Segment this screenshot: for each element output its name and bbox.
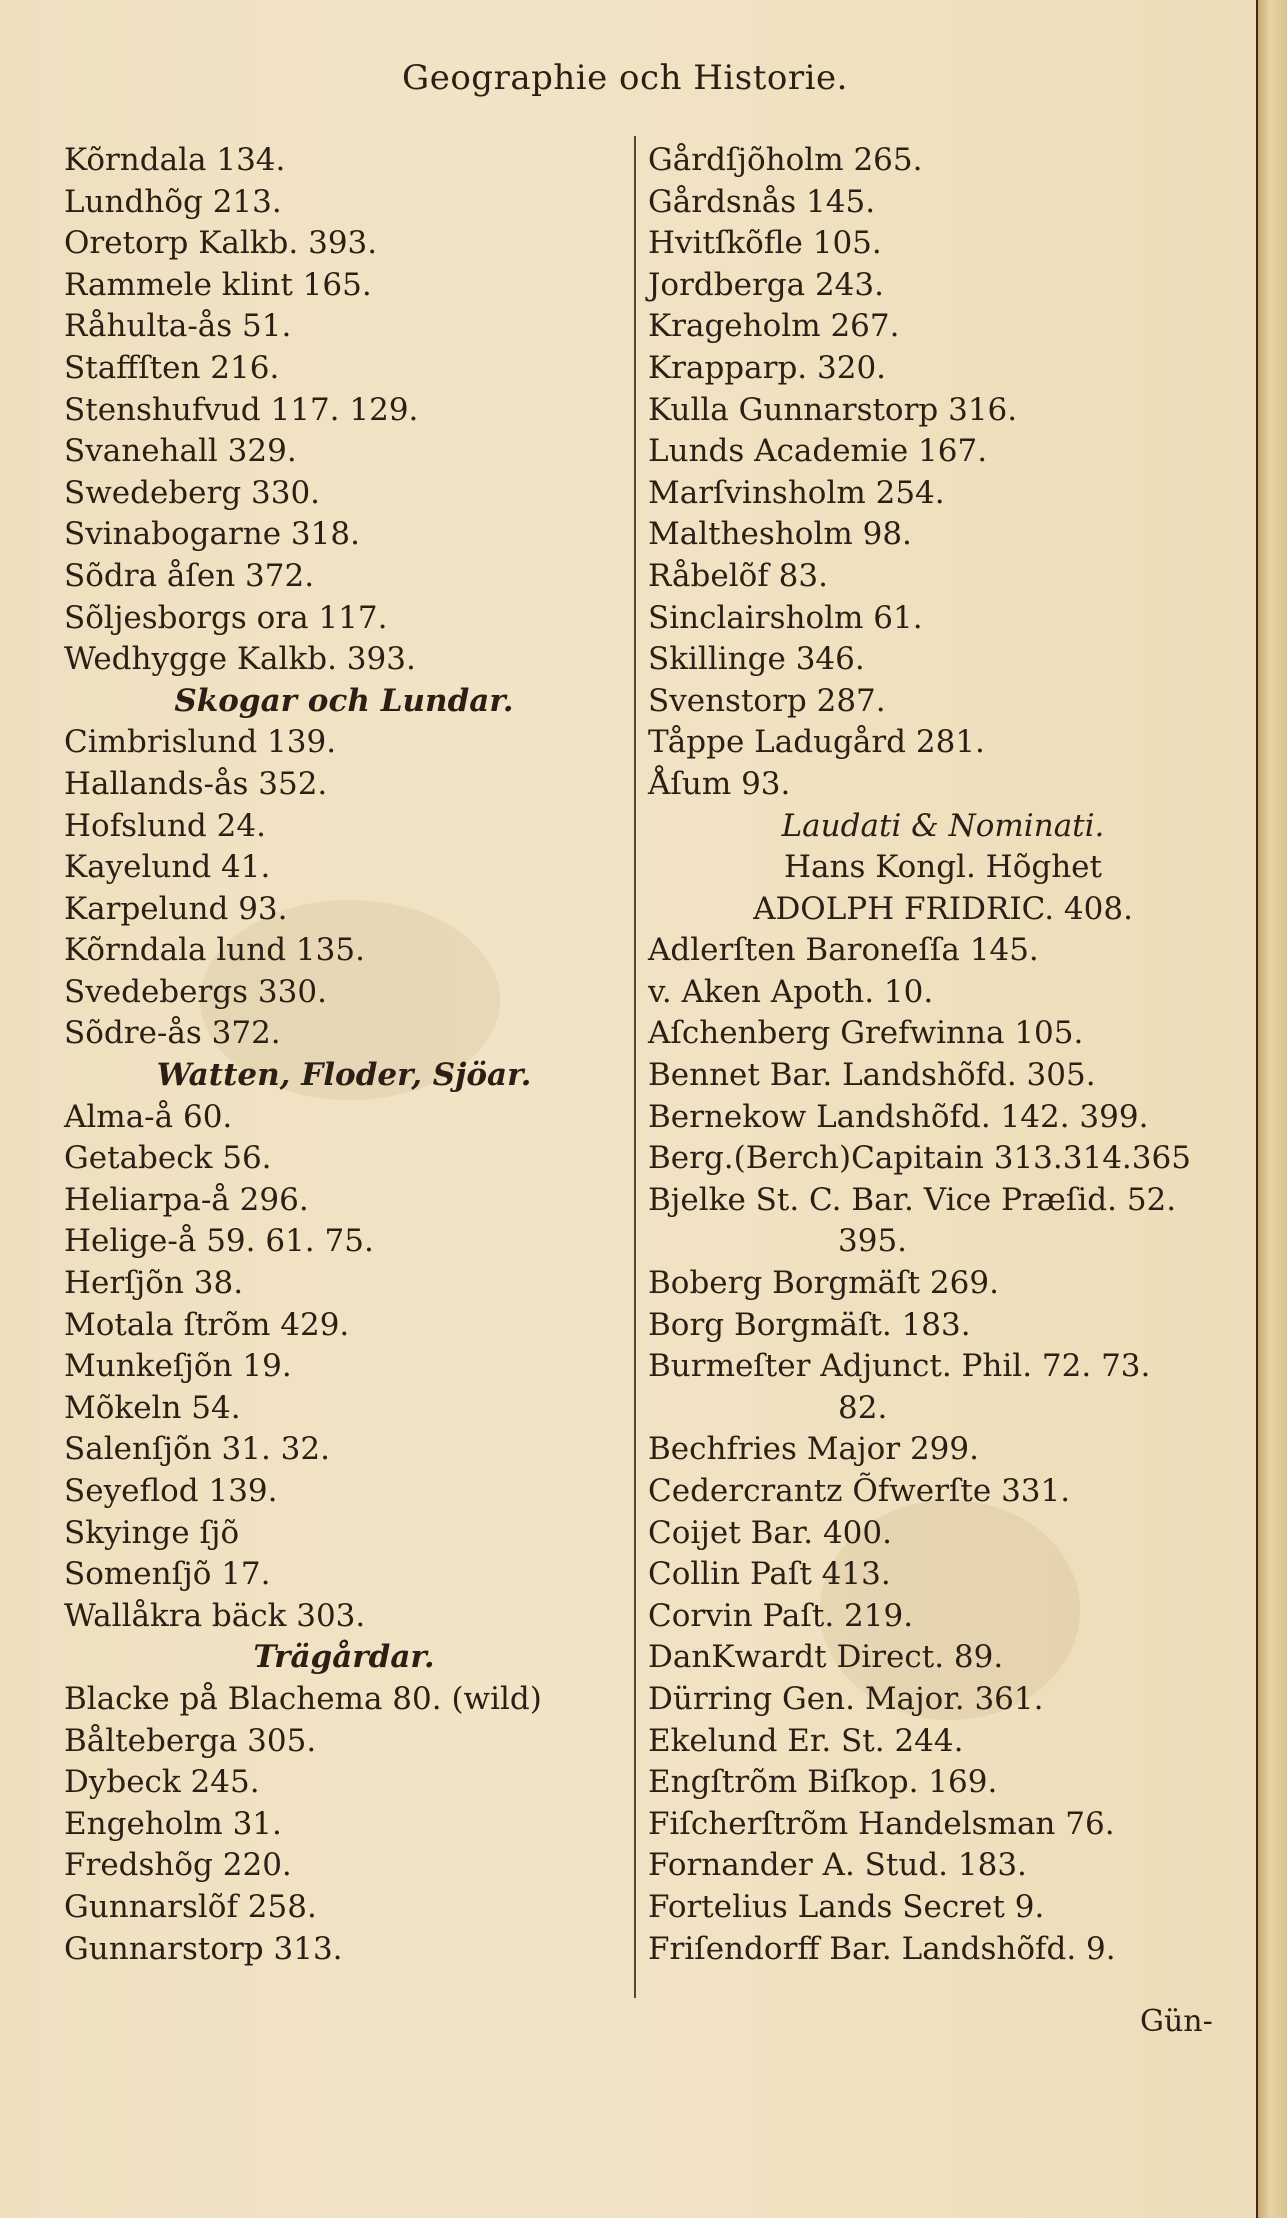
index-entry: Gunnarstorp 313. <box>64 1930 343 1967</box>
index-entry: Adlerſten Baroneſſa 145. <box>648 932 1039 969</box>
page-title: Geographie och Historie. <box>402 58 848 98</box>
index-entry: Rammele klint 165. <box>64 266 372 303</box>
index-entry: Råhulta-ås 51. <box>64 308 292 345</box>
index-entry: Krapparp. 320. <box>648 349 887 386</box>
index-entry: Hofslund 24. <box>64 807 266 844</box>
index-entry: Bålteberga 305. <box>64 1722 317 1759</box>
index-entry: Bernekow Landshõfd. 142. 399. <box>648 1098 1149 1135</box>
catchword: Gün- <box>1140 2004 1213 2039</box>
index-entry: Lundhõg 213. <box>64 183 282 220</box>
index-entry: Staffſten 216. <box>64 349 280 386</box>
index-entry: Sõljesborgs ora 117. <box>64 599 388 636</box>
index-entry: Gunnarslõf 258. <box>64 1888 317 1925</box>
index-entry: Fiſcherſtrõm Handelsman 76. <box>648 1805 1115 1842</box>
index-entry: Dürring Gen. Major. 361. <box>648 1680 1044 1717</box>
index-entry: Gårdsnås 145. <box>648 183 876 220</box>
index-entry: Getabeck 56. <box>64 1140 272 1177</box>
index-entry: Gårdſjõholm 265. <box>648 142 923 178</box>
index-entry: Marſvinsholm 254. <box>648 474 945 511</box>
index-entry: Aſchenberg Grefwinna 105. <box>648 1015 1084 1052</box>
index-entry: Mõkeln 54. <box>64 1389 241 1426</box>
section-heading: Laudati & Nominati. <box>781 807 1105 844</box>
section-heading: Trägårdar. <box>253 1639 435 1676</box>
index-entry: Hans Kongl. Hõghet <box>784 849 1102 886</box>
index-entry: Sinclairsholm 61. <box>648 599 923 636</box>
index-entry: Wallåkra bäck 303. <box>64 1597 366 1634</box>
index-entry: Friſendorff Bar. Landshõfd. 9. <box>648 1930 1116 1967</box>
index-entry: Råbelõf 83. <box>648 557 828 594</box>
index-entry: Helige-å 59. 61. 75. <box>64 1223 374 1260</box>
section-heading: Watten, Floder, Sjöar. <box>156 1057 532 1094</box>
index-entry: Somenſjõ 17. <box>64 1556 271 1593</box>
index-entry: Lunds Academie 167. <box>648 433 988 470</box>
book-binding-edge <box>1256 0 1287 2218</box>
right-column <box>648 140 1238 1970</box>
index-entry: Svanehall 329. <box>64 433 297 470</box>
index-entry: v. Aken Apoth. 10. <box>648 973 934 1010</box>
index-entry: 395. <box>838 1223 908 1260</box>
index-entry: Seyeflod 139. <box>64 1473 278 1509</box>
index-entry: Salenſjõn 31. 32. <box>64 1431 330 1468</box>
index-entry: Fortelius Lands Secret 9. <box>648 1888 1045 1925</box>
index-entry: Kulla Gunnarstorp 316. <box>648 391 1018 428</box>
index-entry: Hvitſkõfle 105. <box>648 225 882 262</box>
index-entry: Heliarpa-å 296. <box>64 1181 309 1218</box>
index-entry: Svenstorp 287. <box>648 682 886 719</box>
index-entry: Dybeck 245. <box>64 1764 260 1801</box>
index-entry: Krageholm 267. <box>648 308 900 345</box>
index-entry: Bechfries Major 299. <box>648 1431 979 1468</box>
index-entry: Sõdra åſen 372. <box>64 557 315 594</box>
index-entry: Blacke på Blachema 80. (wild) <box>64 1680 542 1717</box>
index-entry: Kõrndala lund 135. <box>64 932 365 969</box>
index-entry: Engeholm 31. <box>64 1805 282 1842</box>
index-entry: Oretorp Kalkb. 393. <box>64 225 378 262</box>
index-entry: Herſjõn 38. <box>64 1265 244 1302</box>
index-entry: Malthesholm 98. <box>648 516 912 553</box>
section-heading: Skogar och Lundar. <box>174 682 514 719</box>
column-divider <box>634 136 636 1998</box>
index-entry: Cimbrislund 139. <box>64 724 337 761</box>
index-entry: Collin Paſt 413. <box>648 1556 891 1593</box>
index-entry: Engſtrõm Biſkop. 169. <box>648 1764 998 1801</box>
index-entry: Motala ſtrõm 429. <box>64 1306 350 1343</box>
index-entry: Bennet Bar. Landshõfd. 305. <box>648 1057 1096 1094</box>
index-entry: Alma-å 60. <box>64 1098 233 1135</box>
index-entry: Svinabogarne 318. <box>64 516 360 553</box>
index-entry: Svedebergs 330. <box>64 973 327 1010</box>
index-entry: Berg.(Berch)Capitain 313.314.365 <box>648 1140 1191 1177</box>
index-entry: Karpelund 93. <box>64 890 288 927</box>
index-entry: Tåppe Ladugård 281. <box>648 724 985 761</box>
left-column <box>64 140 624 1970</box>
index-entry: DanKwardt Direct. 89. <box>648 1639 1004 1676</box>
index-entry: Burmeſter Adjunct. Phil. 72. 73. <box>648 1348 1151 1385</box>
index-entry: Swedeberg 330. <box>64 474 321 511</box>
index-entry: 82. <box>838 1389 888 1426</box>
index-entry: Fornander A. Stud. 183. <box>648 1847 1027 1884</box>
index-entry: ADOLPH FRIDRIC. 408. <box>753 890 1133 927</box>
index-entry: Corvin Paſt. 219. <box>648 1597 914 1634</box>
index-entry: Skillinge 346. <box>648 641 865 678</box>
index-entry: Sõdre-ås 372. <box>64 1015 281 1052</box>
index-entry: Ekelund Er. St. 244. <box>648 1722 964 1759</box>
index-entry: Fredshõg 220. <box>64 1847 292 1884</box>
index-entry: Hallands-ås 352. <box>64 765 328 802</box>
index-entry: Kõrndala 134. <box>64 142 286 178</box>
index-entry: Coijet Bar. 400. <box>648 1514 892 1551</box>
index-entry: Stenshufvud 117. 129. <box>64 391 419 428</box>
index-entry: Borg Borgmäſt. 183. <box>648 1306 971 1343</box>
index-entry: Cedercrantz Õfwerſte 331. <box>648 1473 1071 1509</box>
index-entry: Boberg Borgmäſt 269. <box>648 1265 999 1302</box>
index-entry: Jordberga 243. <box>648 266 884 303</box>
index-entry: Kayelund 41. <box>64 849 271 886</box>
index-entry: Bjelke St. C. Bar. Vice Præſid. 52. <box>648 1181 1177 1218</box>
index-entry: Åſum 93. <box>648 765 791 802</box>
index-entry: Skyinge ſjõ <box>64 1514 240 1551</box>
index-entry: Munkeſjõn 19. <box>64 1348 292 1385</box>
index-entry: Wedhygge Kalkb. 393. <box>64 641 416 678</box>
